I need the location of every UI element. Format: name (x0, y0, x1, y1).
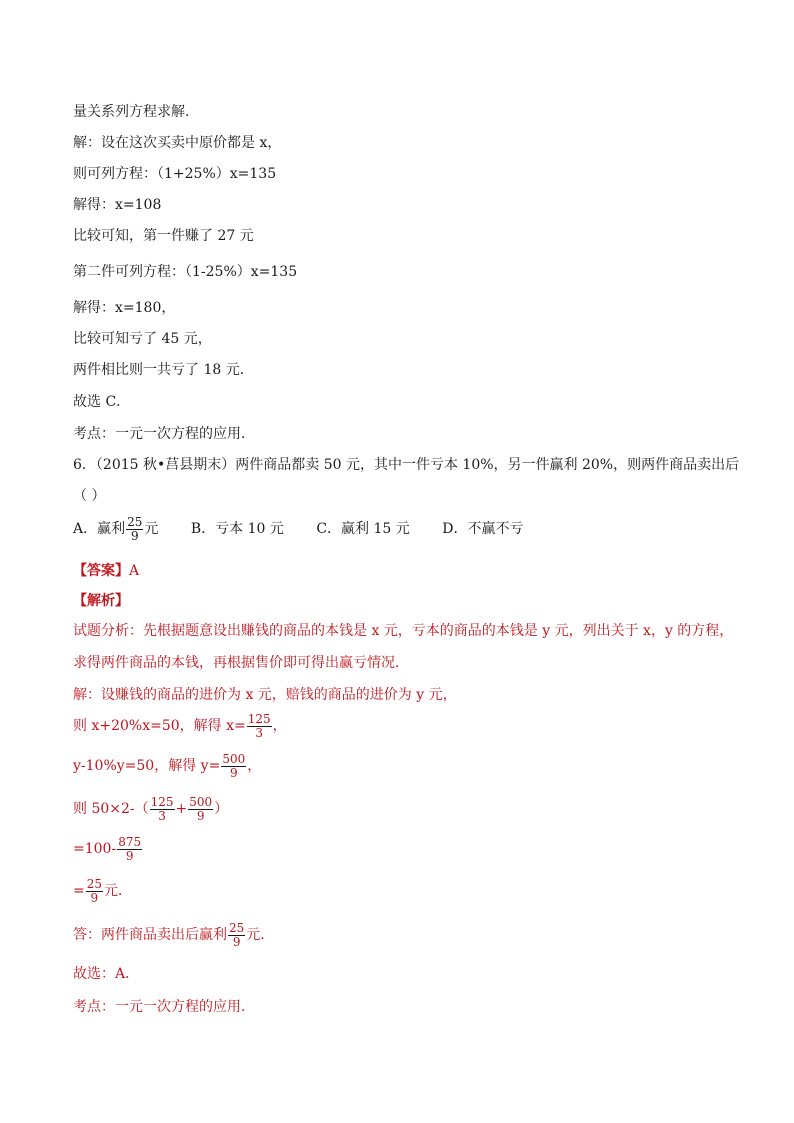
analysis-label: 【解析】 (73, 593, 129, 609)
fraction: $\frac{125}{3}$ (150, 794, 174, 823)
analysis-equation: =100- $\frac{875}{9}$ (73, 834, 142, 863)
option-c: C．赢利 15 元 (316, 521, 410, 537)
analysis-choice: 故选：A． (73, 966, 140, 982)
fraction: $\frac{125}{3}$ (247, 711, 271, 740)
analysis-equation: 则 x+20%x=50，解得 x= $\frac{125}{3}$ ， (73, 711, 287, 740)
answer-value: A (129, 563, 140, 579)
prev-solution-line: 比较可知，第一件赚了 27 元 (73, 228, 254, 244)
answer-line (73, 562, 139, 580)
fraction: $\frac{25}{9}$ (86, 876, 103, 905)
prev-solution-line: 解：设在这次买卖中原价都是 x， (73, 135, 282, 151)
fraction: $\frac{875}{9}$ (118, 834, 142, 863)
prev-solution-line: 量关系列方程求解． (73, 104, 199, 120)
fraction: $\frac{500}{9}$ (222, 751, 246, 780)
analysis-line: 试题分析：先根据题意设出赚钱的商品的本钱是 x 元，亏本的商品的本钱是 y 元，列出关于 x，y 的方程， (73, 623, 734, 639)
answer-label: 【答案】 (73, 563, 129, 579)
analysis-equation: y-10%y=50，解得 y= $\frac{500}{9}$ ， (73, 751, 262, 780)
analysis-equation: = $\frac{25}{9}$ 元． (73, 876, 133, 905)
analysis-topic: 考点：一元一次方程的应用． (73, 999, 255, 1015)
prev-solution-line: 解得：x=108 (73, 197, 162, 213)
prev-solution-line: 则可列方程：（1+25%）x=135 (73, 166, 277, 182)
fraction: $\frac{500}{9}$ (189, 794, 213, 823)
analysis-line: 求得两件商品的本钱，再根据售价即可得出赢亏情况． (73, 655, 409, 671)
option-b: B．亏本 10 元 (190, 521, 284, 537)
option-d: D．不赢不亏 (442, 521, 524, 537)
prev-solution-line: 第二件可列方程：（1-25%）x=135 (73, 264, 298, 280)
question-options (73, 515, 551, 543)
option-a: A．赢利 $\frac{25}{9}$ 元 (73, 514, 159, 543)
prev-solution-line: 比较可知亏了 45 元， (73, 331, 212, 347)
fraction: $\frac{25}{9}$ (229, 920, 245, 949)
question-stem: 6．（2015 秋•莒县期末）两件商品都卖 50 元，其中一件亏本 10%，另一件赢利 20%，则两件商品卖出后 (73, 457, 740, 473)
analysis-conclusion: 答：两件商品卖出后赢利 $\frac{25}{9}$ 元． (73, 920, 275, 949)
prev-solution-line: 解得：x=180， (73, 300, 176, 316)
question-blank: （ ） (73, 488, 106, 504)
fraction: $\frac{25}{9}$ (127, 514, 143, 543)
analysis-line: 解：设赚钱的商品的进价为 x 元，赔钱的商品的进价为 y 元， (73, 687, 457, 703)
prev-solution-line: 两件相比则一共亏了 18 元． (73, 362, 254, 378)
prev-solution-line: 故选 C． (73, 394, 131, 410)
prev-solution-topic: 考点：一元一次方程的应用． (73, 426, 255, 442)
analysis-equation: 则 50×2-（ $\frac{125}{3}$ + $\frac{500}{9}$ ） (73, 794, 229, 823)
